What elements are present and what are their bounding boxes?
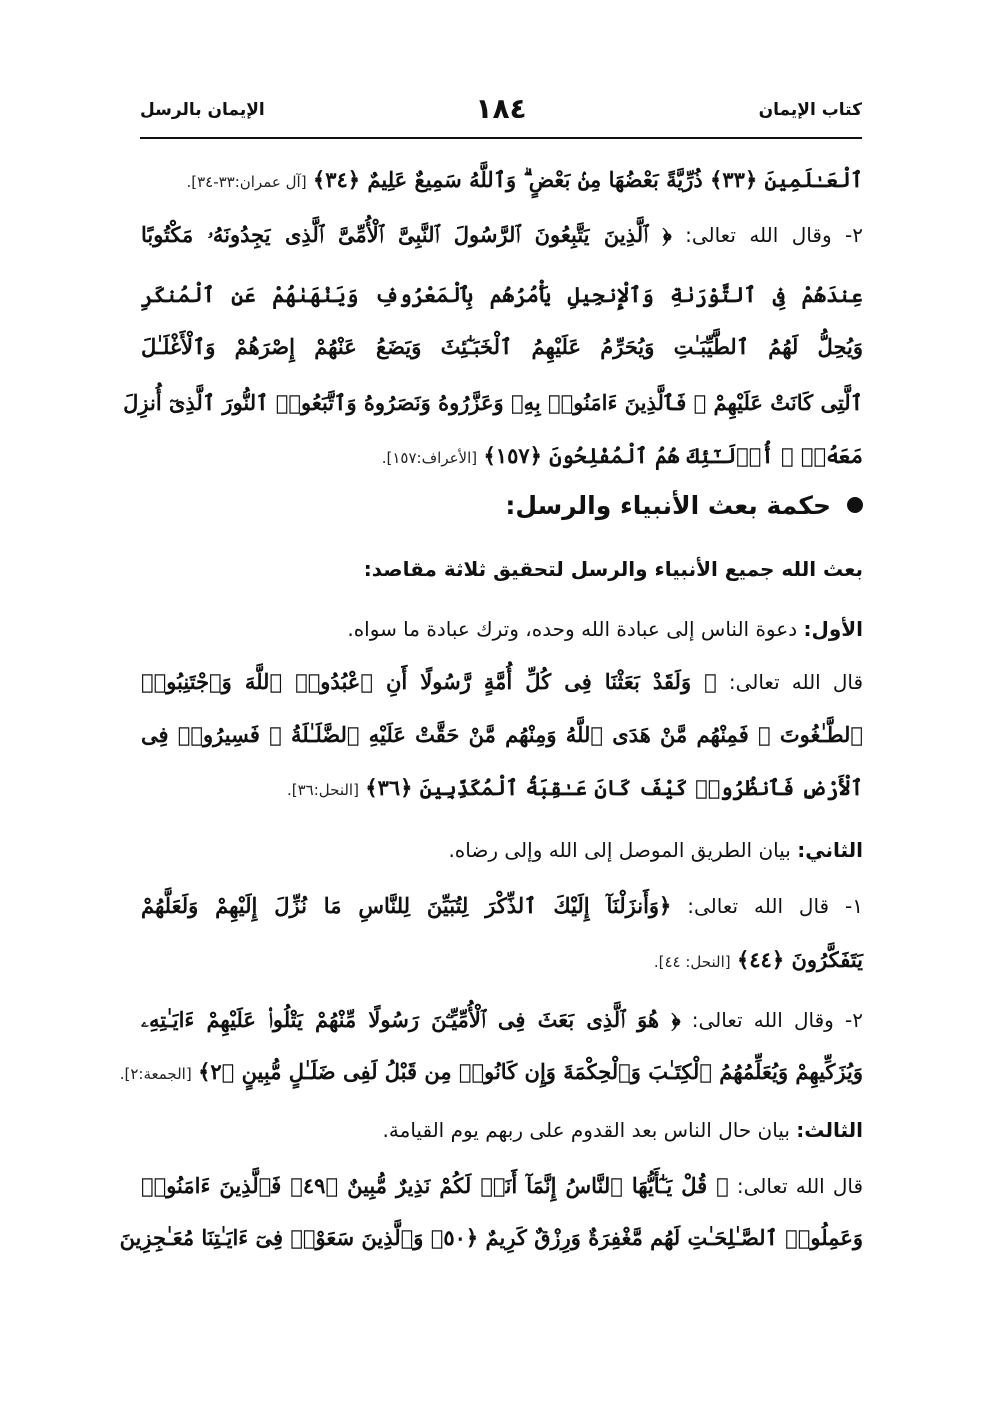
quran-text: مَعَهُۥٓ ۙ أُو۟لَـٰٓئِكَ هُمُ ٱلْمُفْلِحُونَ ﴿١٥٧﴾	[483, 443, 863, 468]
page-number: ١٨٤	[475, 92, 527, 125]
verse-reference: [النحل:٣٦].	[286, 781, 359, 799]
verse-line	[141, 272, 863, 318]
point-text: بيان الطريق الموصل إلى الله وإلى رضاه.	[448, 838, 798, 862]
paragraph-line	[141, 606, 863, 652]
verse-reference: [الجمعة:٢].	[119, 1065, 192, 1083]
paragraph-line	[141, 827, 863, 873]
intro-text: بعث الله جميع الأنبياء والرسل لتحقيق ثلاثة مقاصد:	[363, 557, 863, 581]
verse-reference: [النحل: ٤٤].	[653, 953, 731, 971]
quran-text: ﴿ قُلْ يَـٰٓأَيُّهَا ٱلنَّاسُ إِنَّمَآ أَنَا۠ لَكُمْ نَذِيرٌ مُّبِينٌ ﴿٤٩﴾ فَٱلَّذِينَ ءَامَنُوا۟	[141, 1173, 729, 1198]
lead-text: قال الله تعالى:	[728, 1174, 863, 1198]
point-label: الثالث:	[796, 1118, 863, 1142]
verse-line	[119, 1215, 863, 1261]
point-text: دعوة الناس إلى عبادة الله وحده، وترك عبادة ما سواه.	[347, 617, 804, 641]
quran-text: ٱلطَّـٰغُوتَ ۖ فَمِنْهُم مَّنْ هَدَى ٱللَّهُ وَمِنْهُم مَّنْ حَقَّتْ عَلَيْهِ ٱلضَّلَـٰلَةُ ۚ فَسِيرُوا۟ فِى	[141, 722, 863, 747]
verse-line	[141, 997, 863, 1043]
lead-text: ٢- وقال الله تعالى:	[671, 223, 863, 247]
verse-line	[141, 324, 863, 370]
chapter-title: الإيمان بالرسل	[140, 100, 265, 120]
verse-line	[141, 433, 863, 479]
bullet-icon	[847, 497, 863, 513]
quran-text: ﴿وَأَنزَلْنَآ إِلَيْكَ ٱلذِّكْرَ لِتُبَيِّنَ لِلنَّاسِ مَا نُزِّلَ إِلَيْهِمْ وَلَعَلَّهُمْ	[141, 893, 672, 918]
verse-line	[141, 157, 863, 203]
verse-reference: [آل عمران:٣٣-٣٤].	[186, 173, 307, 191]
verse-line	[123, 380, 863, 426]
verse-line	[141, 883, 863, 929]
book-title: كتاب الإيمان	[758, 100, 862, 120]
verse-line	[141, 712, 863, 758]
quran-text: وَيُحِلُّ لَهُمُ ٱلطَّيِّبَـٰتِ وَيُحَرِّمُ عَلَيْهِمُ ٱلْخَبَـٰٓئِثَ وَيَضَعُ عَنْهُمْ إِصْرَهُمْ وَٱلْأَغْلَـٰلَ	[141, 334, 863, 359]
quran-text: وَيُزَكِّيهِمْ وَيُعَلِّمُهُمُ ٱلْكِتَـٰبَ وَٱلْحِكْمَةَ وَإِن كَانُوا۟ مِن قَبْلُ لَفِى ضَلَـٰلٍ مُّبِينٍ ﴿٢﴾	[198, 1059, 863, 1084]
paragraph-line	[141, 546, 863, 592]
verse-line	[141, 937, 863, 983]
lead-text: ٢- وقال الله تعالى:	[680, 1008, 863, 1032]
verse-line	[141, 212, 863, 258]
point-label: الثاني:	[797, 838, 863, 862]
paragraph-line	[141, 1107, 863, 1153]
quran-text: ﴿ وَلَقَدْ بَعَثْنَا فِى كُلِّ أُمَّةٍ رَّسُولًا أَنِ ٱعْبُدُوا۟ ٱللَّهَ وَٱجْتَنِبُوا۟	[141, 669, 717, 694]
quran-text: ﴿ ٱلَّذِينَ يَتَّبِعُونَ ٱلرَّسُولَ ٱلنَّبِىَّ ٱلْأُمِّىَّ ٱلَّذِى يَجِدُونَهُۥ مَكْتُوبًا	[141, 222, 672, 247]
quran-text: ٱلْأَرْضِ فَٱنظُرُوا۟ كَيْفَ كَانَ عَـٰقِبَةُ ٱلْمُكَذِّبِينَ ﴿٣٦﴾	[365, 775, 863, 800]
verse-line	[141, 1163, 863, 1209]
section-heading	[141, 483, 831, 529]
header-rule	[140, 137, 862, 139]
lead-text: قال الله تعالى:	[716, 670, 863, 694]
quran-text: ٱلْعَـٰلَمِينَ ﴿٣٣﴾ ذُرِّيَّةً بَعْضُهَا مِنۢ بَعْضٍ ۗ وَٱللَّهُ سَمِيعٌ عَلِيمٌ ﴿٣٤﴾	[312, 167, 863, 192]
verse-reference: [الأعراف:١٥٧].	[381, 449, 478, 467]
quran-text: عِندَهُمْ فِى ٱلتَّوْرَىٰةِ وَٱلْإِنجِيلِ يَأْمُرُهُم بِٱلْمَعْرُوفِ وَيَنْهَىٰهُمْ عَنِ ٱلْمُنكَرِ	[141, 282, 863, 307]
verse-line	[141, 659, 863, 705]
quran-text: يَتَفَكَّرُونَ ﴿٤٤﴾	[736, 947, 863, 972]
quran-text: ﴿ هُوَ ٱلَّذِى بَعَثَ فِى ٱلْأُمِّيِّـۧنَ رَسُولًا مِّنْهُمْ يَتْلُوا۟ عَلَيْهِمْ ءَايَـٰتِهِۦ	[141, 1007, 681, 1032]
quran-text: وَعَمِلُوا۟ ٱلصَّـٰلِحَـٰتِ لَهُم مَّغْفِرَةٌ وَرِزْقٌ كَرِيمٌ ﴿٥٠﴾ وَٱلَّذِينَ سَعَوْا۟ فِىٓ ءَايَـٰتِنَا مُعَـٰجِزِينَ	[119, 1225, 863, 1250]
point-label: الأول:	[803, 617, 863, 641]
verse-line	[141, 765, 863, 811]
heading-text: حكمة بعث الأنبياء والرسل:	[505, 491, 831, 520]
point-text: بيان حال الناس بعد القدوم على ربهم يوم القيامة.	[382, 1118, 797, 1142]
running-header	[140, 92, 862, 134]
verse-line	[119, 1049, 863, 1095]
lead-text: ١- قال الله تعالى:	[671, 894, 863, 918]
quran-text: ٱلَّتِى كَانَتْ عَلَيْهِمْ ۚ فَٱلَّذِينَ ءَامَنُوا۟ بِهِۦ وَعَزَّرُوهُ وَنَصَرُوهُ وَٱتَّبَعُوا۟ ٱلنُّورَ ٱلَّذِىٓ أُنزِلَ	[123, 390, 863, 415]
